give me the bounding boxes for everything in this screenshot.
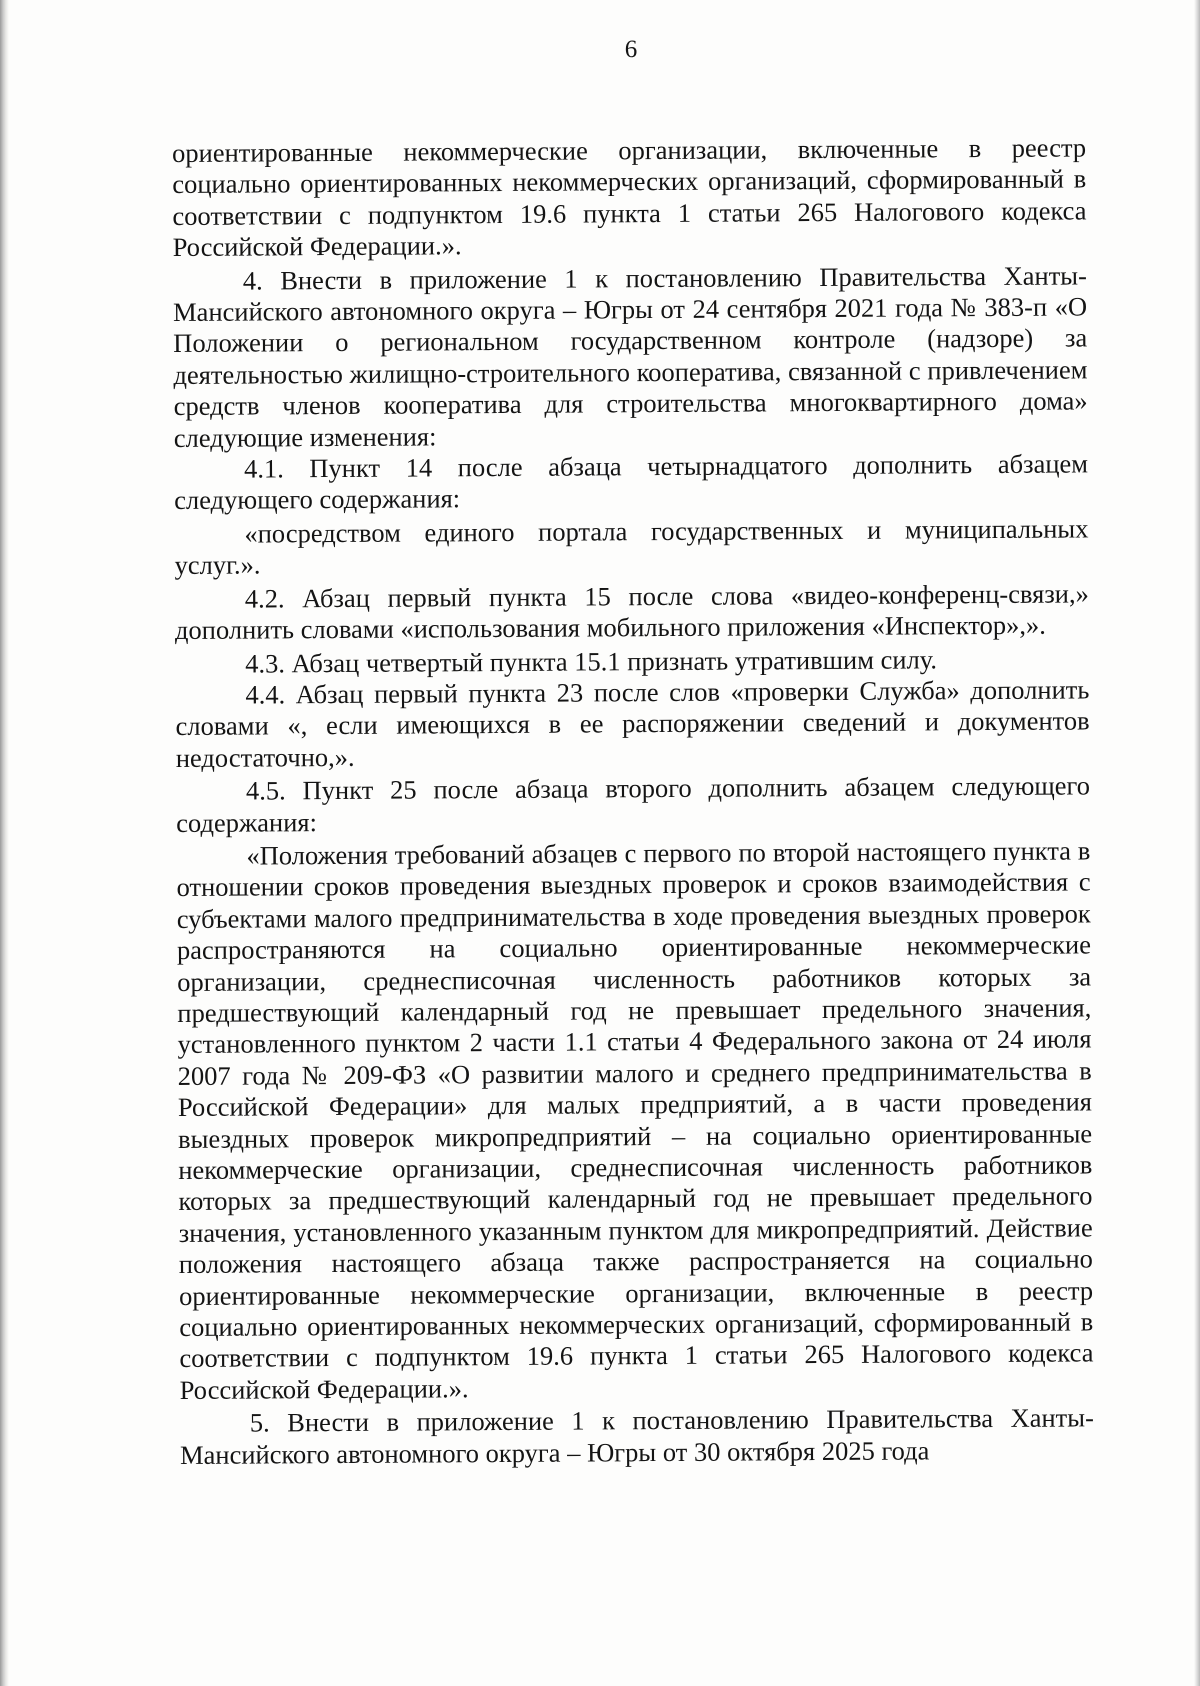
paragraph-quote-portal: «посредством единого портала государственных и муниципальных услуг.». (174, 513, 1089, 581)
paragraph-item-4-4: 4.4. Абзац первый пункта 23 после слов «проверки Служба» дополнить словами «, если имеющихся в ее распоряжении сведений и документов недостаточно,». (175, 674, 1090, 773)
paragraph-item-5: 5. Внести в приложение 1 к постановлению Правительства Ханты-Мансийского автономного округа – Югры от 30 октября 2025 года (179, 1402, 1094, 1470)
paragraph-continuation: ориентированные некоммерческие организации, включенные в реестр социально ориентированных некоммерческих организаций, сформированный в соответствии с подпунктом 19.6 пункта 1 статьи 265 Налогового кодекса Российской Федерации.». (172, 132, 1087, 263)
paragraph-item-4-2: 4.2. Абзац первый пункта 15 после слова «видео-конференц-связи,» дополнить словами «использования мобильного приложения «Инспектор»,». (174, 578, 1089, 646)
scan-edge-right (1194, 0, 1200, 1686)
scan-edge-left (0, 0, 9, 1686)
page-number: 6 (624, 36, 638, 63)
paragraph-item-4-3: 4.3. Абзац четвертый пункта 15.1 признать утратившим силу. (245, 643, 938, 679)
paragraph-item-4: 4. Внести в приложение 1 к постановлению Правительства Ханты-Мансийского автономного округа – Югры от 24 сентября 2021 года № 383-п «О Положении о региональном государственном контроле (надзоре) за деятельностью жилищно-строительного кооператива, связанной с привлечением средств членов кооператива для строительства многоквартирного дома» следующие изменения: (172, 260, 1088, 453)
paragraph-quote-provisions: «Положения требований абзацев с первого по второй настоящего пункта в отношении сроков проведения выездных проверок и сроков взаимодействия с субъектами малого предпринимательства в ходе проведения выездных проверок распространяются на социально ориентированные некоммерческие организации, среднесписочная численность работников которых за предшествующий календарный год не превышает предельного значения, установленного пунктом 2 части 1.1 статьи 4 Федерального закона от 24 июля 2007 года № 209-ФЗ «О развитии малого и среднего предпринимательства в Российской Федерации» для малых предприятий, а в части проведения выездных проверок микропредприятий – на социально ориентированные некоммерческие организации, среднесписочная численность работников которых за предшествующий календарный год не превышает предельного значения, установленного указанным пунктом для микропредприятий. Действие положения настоящего абзаца также распространяется на социально ориентированные некоммерческие организации, включенные в реестр социально ориентированных некоммерческих организаций, сформированный в соответствии с подпунктом 19.6 пункта 1 статьи 265 Налогового кодекса Российской Федерации.». (176, 835, 1094, 1405)
paragraph-item-4-1: 4.1. Пункт 14 после абзаца четырнадцатого дополнить абзацем следующего содержания: (174, 448, 1089, 516)
document-body (172, 132, 1094, 1471)
paragraph-item-4-5: 4.5. Пункт 25 после абзаца второго дополнить абзацем следующего содержания: (176, 770, 1091, 838)
